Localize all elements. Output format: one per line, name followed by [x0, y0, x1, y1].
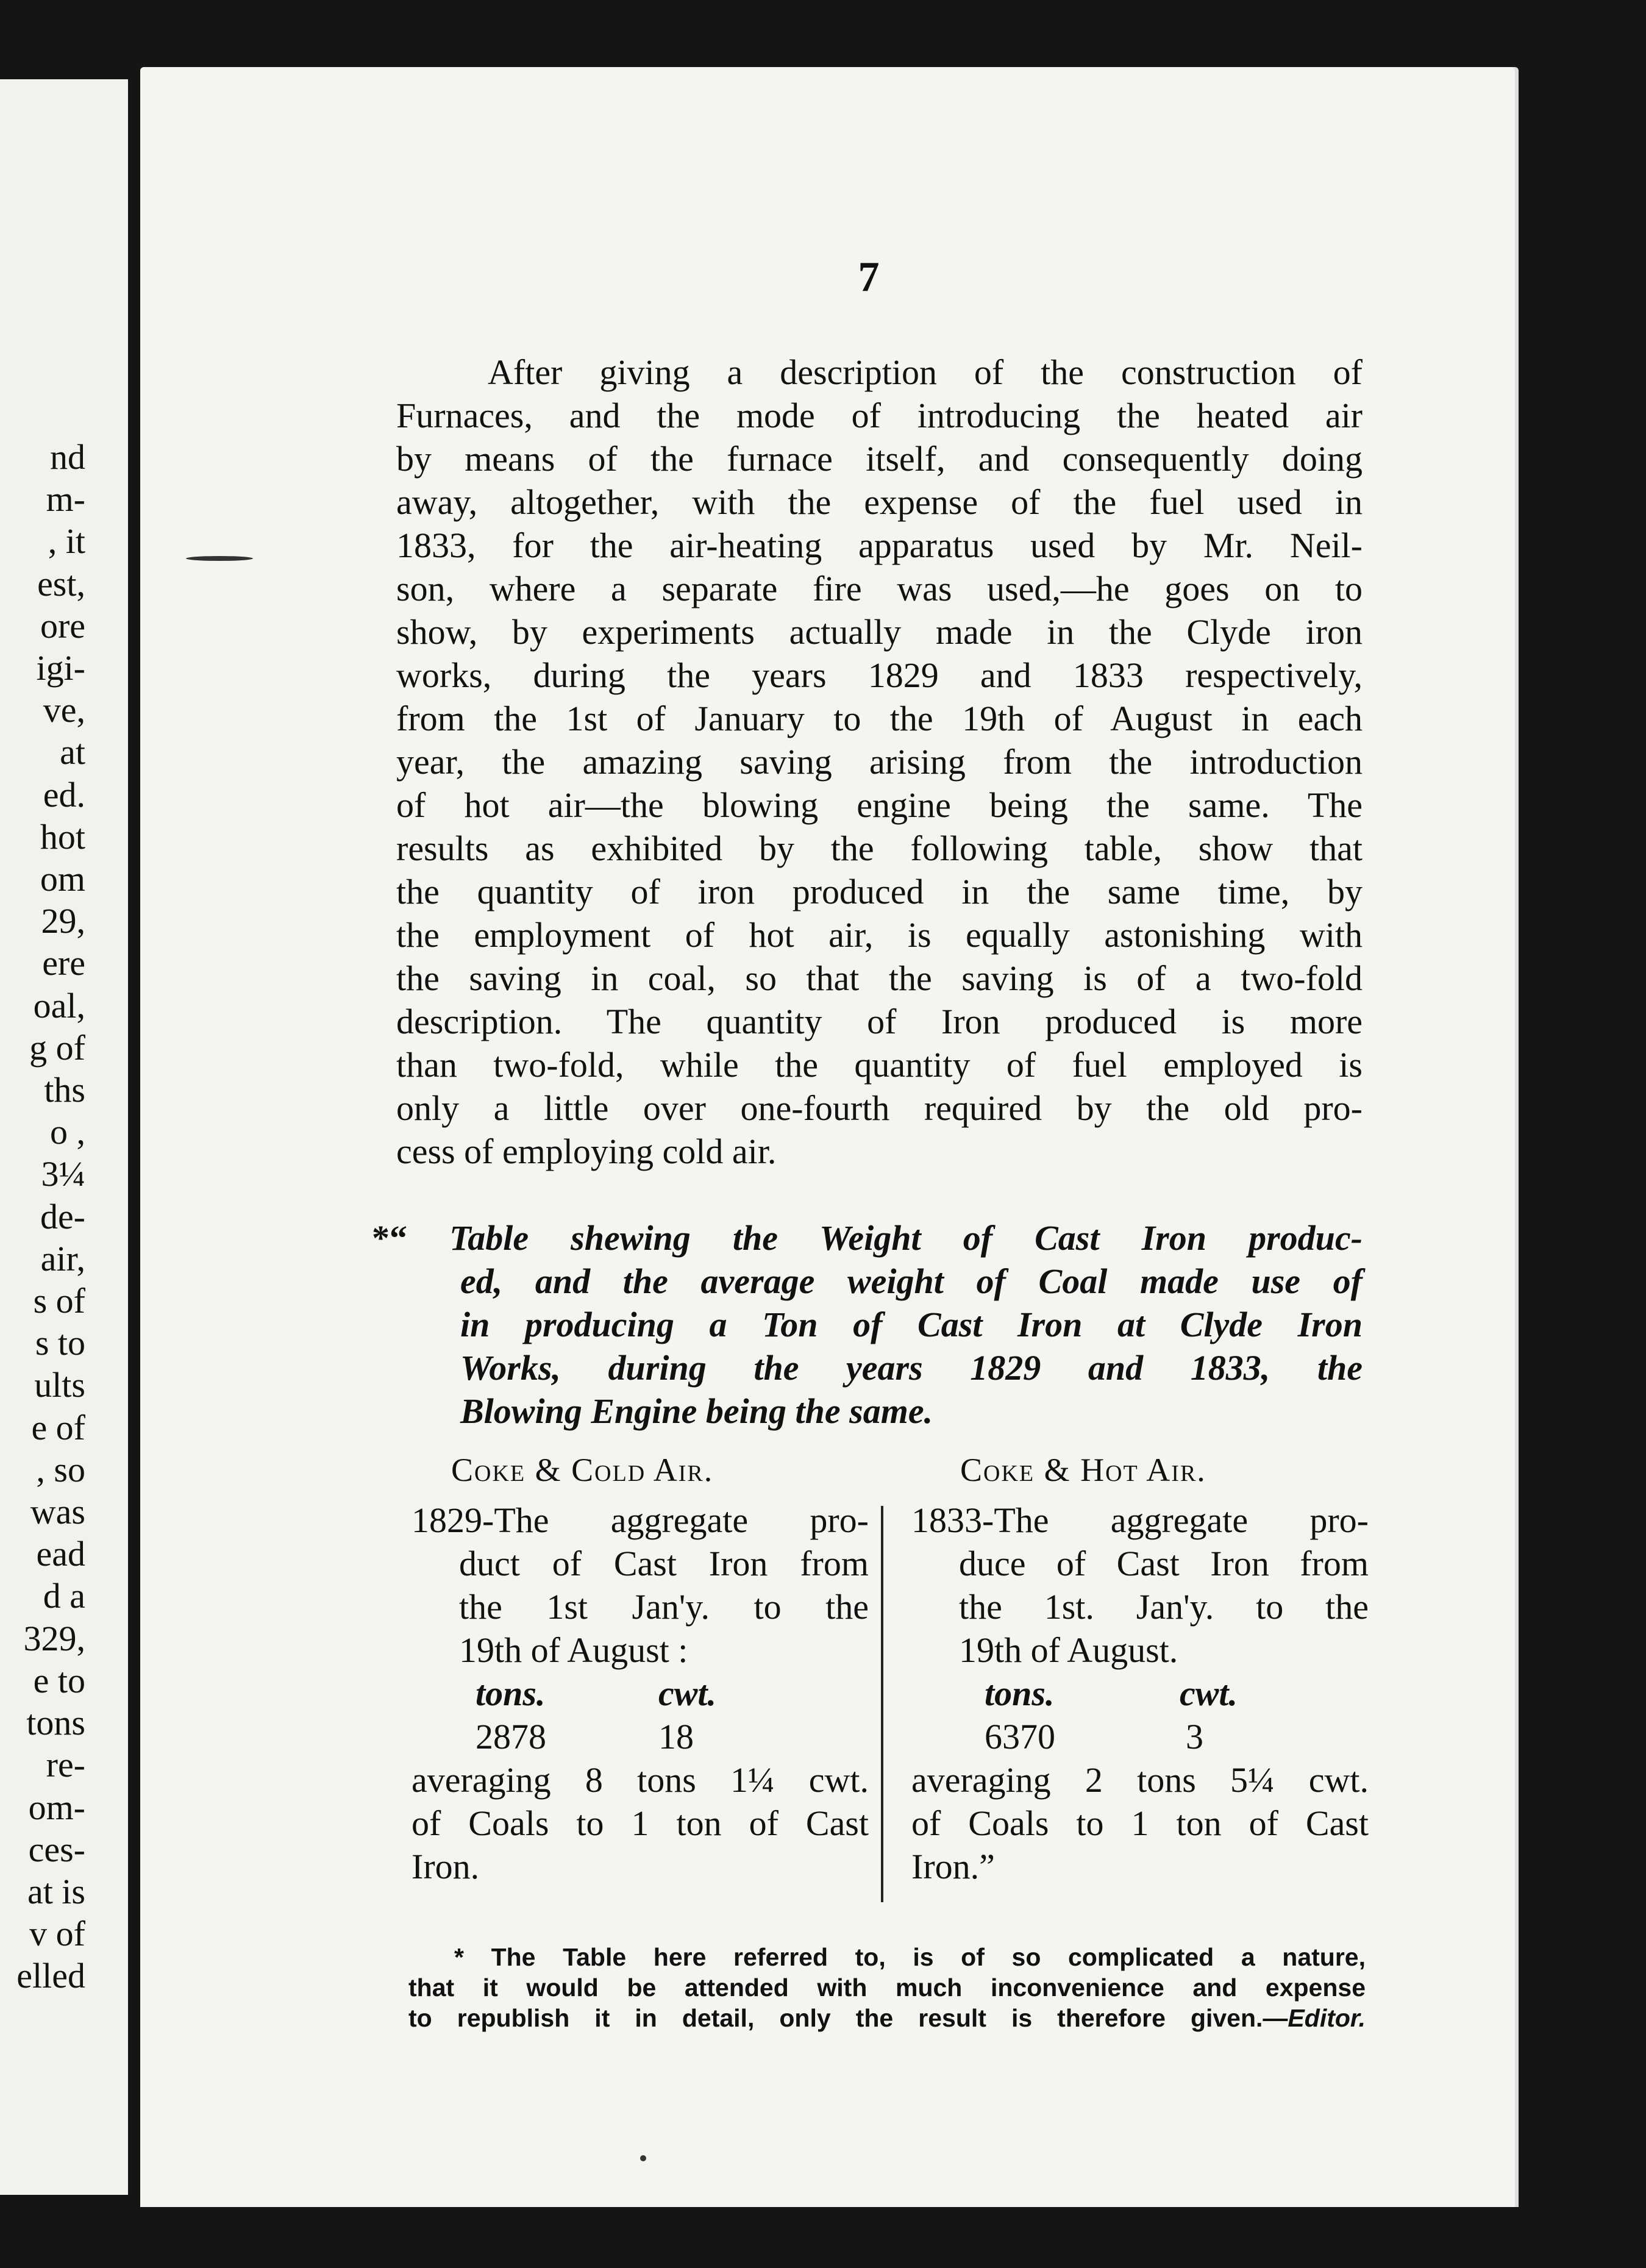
body-line: from the 1st of January to the 19th of August in each: [396, 699, 1363, 738]
body-line: cess of employing cold air.: [396, 1132, 777, 1171]
right-avg-line-0: averaging 2 tons 5¼ cwt.: [911, 1760, 1369, 1800]
left-page-fragment: oal,: [33, 985, 85, 1025]
body-line: only a little over one-fourth required by the old pro-: [396, 1088, 1363, 1128]
left-page-fragment: nd: [50, 437, 85, 477]
left-page-fragment: , it: [48, 521, 85, 562]
left-line-0: 1829-The aggregate pro-: [412, 1500, 869, 1540]
left-page-fragment: re-: [46, 1745, 85, 1785]
footnote-mark: *“: [372, 1218, 407, 1258]
left-value-tons: 2878: [476, 1717, 546, 1756]
left-avg-line-0: averaging 8 tons 1¼ cwt.: [412, 1760, 869, 1800]
body-line: show, by experiments actually made in the Clyde iron: [396, 612, 1363, 652]
left-page-text-fragments: [0, 436, 85, 1997]
caption-line-1: ed, and the average weight of Coal made use of: [460, 1261, 1363, 1301]
caption-line-3: Works, during the years 1829 and 1833, the: [460, 1348, 1363, 1388]
body-line: results as exhibited by the following table, show that: [396, 829, 1363, 868]
left-value-cwt: 18: [658, 1717, 694, 1756]
left-line-1: duct of Cast Iron from: [459, 1544, 869, 1583]
caption-line-4: Blowing Engine being the same.: [460, 1391, 933, 1431]
caption-line-0: *“ Table shewing the Weight of Cast Iron produc-: [372, 1218, 1363, 1258]
footnote-line-0: * The Table here referred to, is of so complicated a nature,: [454, 1943, 1366, 1971]
caption-line-2: in producing a Ton of Cast Iron at Clyde Iron: [460, 1305, 1363, 1344]
left-page-fragment: om-: [28, 1787, 85, 1827]
left-page-fragment: ere: [42, 943, 85, 983]
body-line: the quantity of iron produced in the same time, by: [396, 872, 1363, 911]
right-avg-line-2: Iron.”: [911, 1847, 995, 1886]
left-page-fragment: d a: [43, 1576, 85, 1616]
left-page-fragment: igi-: [36, 648, 85, 688]
left-page-fragment: ths: [44, 1070, 85, 1110]
left-page-fragment: 329,: [23, 1618, 85, 1658]
left-page-edge: [0, 79, 128, 2195]
left-page-fragment: at: [60, 732, 85, 772]
body-line: away, altogether, with the expense of the fuel used in: [396, 482, 1363, 522]
left-page-fragment: air,: [40, 1238, 85, 1278]
left-page-fragment: g of: [29, 1027, 85, 1068]
ink-speck: [640, 2155, 646, 2161]
left-unit-tons: tons.: [476, 1674, 546, 1713]
left-page-fragment: s of: [33, 1281, 85, 1321]
left-page-fragment: at is: [27, 1871, 85, 1911]
left-page-fragment: was: [30, 1492, 85, 1532]
right-values-row: [911, 1715, 1369, 1758]
left-page-fragment: m-: [46, 479, 85, 519]
body-line: by means of the furnace itself, and consequently doing: [396, 439, 1363, 479]
right-unit-cwt: cwt.: [1180, 1674, 1238, 1713]
right-avg-line-1: of Coals to 1 ton of Cast: [911, 1803, 1369, 1843]
left-page-fragment: om: [40, 859, 85, 899]
left-page-fragment: ore: [40, 605, 85, 646]
footnote: [408, 1942, 1366, 2033]
body-line: than two-fold, while the quantity of fuel employed is: [396, 1045, 1363, 1085]
left-page-fragment: elled: [16, 1956, 85, 1996]
left-page-fragment: ces-: [28, 1829, 85, 1869]
right-value-tons: 6370: [985, 1717, 1055, 1756]
page-number: 7: [858, 254, 880, 301]
left-page-fragment: o ,: [50, 1112, 85, 1152]
right-units-row: [911, 1672, 1369, 1715]
right-line-2: the 1st. Jan'y. to the: [959, 1587, 1369, 1627]
left-page-fragment: de-: [40, 1196, 85, 1236]
left-page-fragment: ed.: [43, 774, 85, 815]
body-line: 1833, for the air-heating apparatus used by Mr. Neil-: [396, 526, 1363, 565]
left-values-row: [412, 1715, 869, 1758]
right-line-1: duce of Cast Iron from: [959, 1544, 1369, 1583]
left-page-fragment: 29,: [41, 901, 85, 941]
left-page-fragment: v of: [29, 1914, 85, 1954]
body-line: the saving in coal, so that the saving is of a two-fold: [396, 958, 1363, 998]
body-line: works, during the years 1829 and 1833 respectively,: [396, 655, 1363, 695]
left-avg-line-1: of Coals to 1 ton of Cast: [412, 1803, 869, 1843]
left-page-fragment: ve,: [43, 690, 85, 730]
left-page-fragment: 3¼: [41, 1154, 85, 1194]
body-line: After giving a description of the construction of: [488, 352, 1363, 392]
left-column-heading: Coke & Cold Air.: [451, 1452, 714, 1488]
right-value-cwt: 3: [1186, 1717, 1203, 1756]
left-line-2: the 1st Jan'y. to the: [459, 1587, 869, 1627]
right-column-heading: Coke & Hot Air.: [960, 1452, 1206, 1488]
left-page-fragment: e of: [31, 1407, 85, 1447]
left-line-3: 19th of August :: [459, 1630, 688, 1670]
body-line: son, where a separate fire was used,—he goes on to: [396, 569, 1363, 608]
left-page-fragment: ead: [36, 1534, 85, 1574]
footnote-line-1: that it would be attended with much inconvenience and expense: [408, 1974, 1366, 2002]
right-unit-tons: tons.: [985, 1674, 1055, 1713]
body-line: year, the amazing saving arising from the introduction: [396, 742, 1363, 782]
body-line: of hot air—the blowing engine being the same. The: [396, 785, 1363, 825]
left-column: [412, 1499, 869, 1888]
body-line: description. The quantity of Iron produced is more: [396, 1002, 1363, 1041]
left-page-fragment: hot: [40, 816, 85, 857]
left-page-fragment: tons: [26, 1703, 85, 1743]
table-caption: [372, 1216, 1363, 1433]
left-page-fragment: , so: [36, 1449, 85, 1489]
left-page-fragment: s to: [35, 1323, 85, 1363]
column-divider: [881, 1506, 883, 1902]
footnote-editor: Editor.: [1288, 2004, 1366, 2032]
left-page-fragment: e to: [33, 1660, 85, 1700]
body-line: Furnaces, and the mode of introducing the heated air: [396, 396, 1363, 435]
left-avg-line-2: Iron.: [412, 1847, 480, 1886]
right-line-3: 19th of August.: [959, 1630, 1178, 1670]
right-line-0: 1833-The aggregate pro-: [911, 1500, 1369, 1540]
footnote-line-2: to republish it in detail, only the result is therefore given.—Editor.: [408, 2004, 1366, 2032]
left-unit-cwt: cwt.: [658, 1674, 717, 1713]
left-units-row: [412, 1672, 869, 1715]
left-page-fragment: est,: [37, 563, 85, 604]
body-line: the employment of hot air, is equally astonishing with: [396, 915, 1363, 955]
body-paragraph: [396, 351, 1363, 1173]
ink-speck: [186, 556, 253, 561]
right-column: [911, 1499, 1369, 1888]
left-page-fragment: ults: [34, 1365, 85, 1405]
